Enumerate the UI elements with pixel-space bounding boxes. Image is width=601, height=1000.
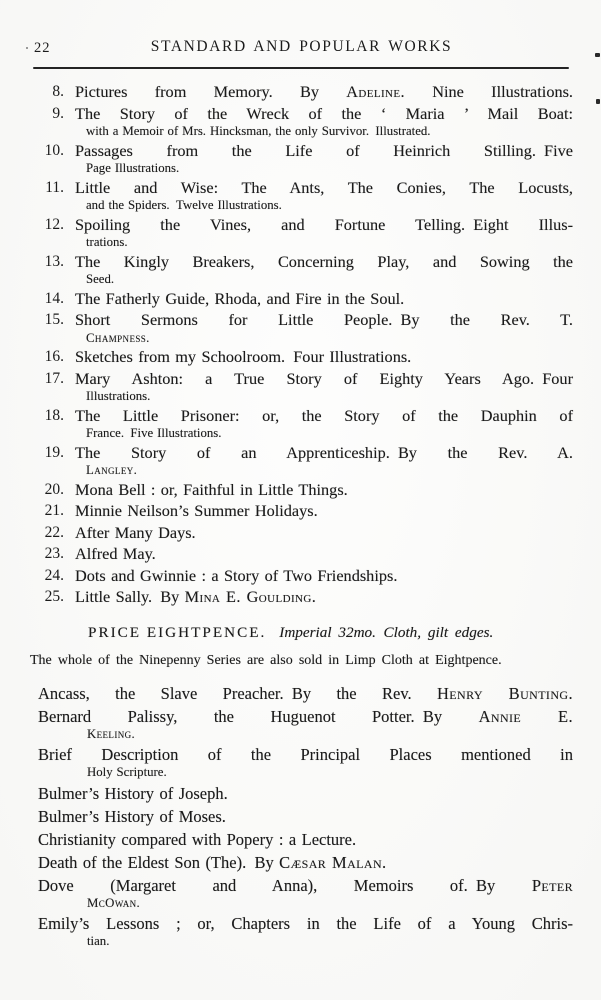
- entry-number: 21.: [44, 502, 64, 519]
- catalog-entry: [38, 683, 573, 704]
- catalog-entry: [38, 913, 573, 950]
- entry-number: 11.: [45, 178, 64, 196]
- entry-title-line: [75, 501, 573, 522]
- catalog-entry: [30, 82, 573, 103]
- entry-continuation-line: [38, 934, 573, 950]
- catalog-entry: [30, 544, 573, 565]
- title-text: Christianity compared with Popery : a Lecture.: [38, 829, 357, 849]
- catalog-entry: [30, 369, 573, 405]
- catalog-entry: [30, 347, 573, 368]
- entry-continuation-line: [75, 426, 573, 442]
- entry-continuation-line: [75, 463, 573, 479]
- entry-title-line: [75, 289, 573, 310]
- title-text: The Fatherly Guide, Rhoda, and Fire in the Soul.: [75, 288, 405, 308]
- entry-title-line: [38, 852, 573, 873]
- title-text: Death of the Eldest Son (The). By: [38, 852, 280, 872]
- author-smallcaps: Langley.: [86, 463, 138, 477]
- entry-number: 23.: [44, 545, 64, 562]
- catalog-entry: [30, 215, 573, 251]
- entry-title-line: [38, 783, 573, 804]
- title-text: Dots and Gwinnie : a Story of Two Friendships.: [75, 565, 398, 585]
- series-note: The whole of the Ninepenny Series are also sold in Limp Cloth at Eightpence.: [30, 652, 502, 668]
- title-text: Pictures from Memory. By: [75, 82, 347, 101]
- entry-title-line: [75, 104, 573, 125]
- catalog-entry: [30, 406, 573, 442]
- entry-title-line: [75, 480, 573, 501]
- author-smallcaps: Keeling.: [87, 726, 136, 741]
- title-text: Bulmer’s History of Moses.: [38, 806, 226, 826]
- entry-continuation-line: [38, 896, 573, 912]
- title-text: The Little Prisoner: or, the Story of the Dauphin of: [75, 405, 573, 425]
- catalog-entry: [30, 310, 573, 346]
- catalog-entry: [38, 783, 573, 804]
- entry-number: 14.: [44, 289, 64, 307]
- page-title: STANDARD AND POPULAR WORKS: [150, 38, 453, 55]
- author-smallcaps: Peter: [531, 875, 573, 895]
- entry-title-line: [38, 744, 573, 765]
- entry-number: 12.: [44, 215, 64, 233]
- catalog-entry: [30, 443, 573, 479]
- continuation-text: Holy Scripture.: [87, 765, 167, 779]
- title-text: Dove (Margaret and Anna), Memoirs of. By: [38, 875, 532, 895]
- title-text: Nine Illustrations.: [404, 82, 574, 101]
- running-head: [30, 36, 573, 60]
- entry-continuation-line: [38, 765, 573, 781]
- title-text: Little and Wise: The Ants, The Conies, The Locusts,: [75, 177, 573, 197]
- entry-number: 25.: [44, 588, 64, 605]
- catalog-entry: [30, 587, 573, 608]
- continuation-text: tian.: [87, 934, 110, 948]
- entry-continuation-line: [75, 161, 573, 177]
- entry-number: 13.: [44, 252, 64, 270]
- catalog-entry: [30, 141, 573, 177]
- entry-title-line: [75, 82, 573, 103]
- title-text: Spoiling the Vines, and Fortune Telling. Eight Illus-: [75, 214, 573, 234]
- title-text: The Story of an Apprenticeship. By the Rev. A.: [75, 442, 573, 462]
- entry-number: 15.: [44, 311, 64, 328]
- entry-number: 19.: [44, 443, 64, 461]
- entry-title-line: [38, 875, 573, 896]
- title-text: Sketches from my Schoolroom. Four Illustrations.: [75, 347, 412, 366]
- author-smallcaps: Annie E.: [478, 706, 573, 726]
- entry-number: 8.: [52, 83, 64, 100]
- entry-title-line: [75, 523, 573, 544]
- author-smallcaps: Adeline.: [346, 82, 405, 101]
- entry-title-line: [75, 566, 573, 587]
- scan-speckle: [26, 47, 28, 49]
- entry-title-line: [75, 141, 573, 162]
- continuation-text: and the Spiders. Twelve Illustrations.: [86, 198, 282, 212]
- catalog-entry: [38, 875, 573, 912]
- catalog-entry: [30, 501, 573, 522]
- entry-number: 9.: [52, 104, 64, 122]
- entry-number: 18.: [44, 406, 64, 424]
- catalog-entry: [38, 706, 573, 743]
- entry-title-line: [38, 706, 573, 727]
- catalog-entry: [38, 829, 573, 850]
- title-text: Passages from the Life of Heinrich Stilling. Five: [75, 140, 573, 160]
- title-text: The Kingly Breakers, Concerning Play, and Sowing the: [75, 251, 573, 271]
- continuation-text: trations.: [86, 235, 128, 249]
- unnumbered-book-list: [30, 683, 573, 950]
- title-text: Minnie Neilson’s Summer Holidays.: [75, 501, 318, 520]
- title-text: After Many Days.: [75, 522, 196, 542]
- entry-title-line: [75, 215, 573, 236]
- entry-number: 20.: [44, 480, 64, 498]
- continuation-text: Page Illustrations.: [86, 161, 180, 175]
- entry-title-line: [75, 347, 573, 368]
- numbered-book-list: [30, 82, 573, 608]
- catalog-entry: [30, 178, 573, 214]
- title-text: Bernard Palissy, the Huguenot Potter. By: [38, 706, 479, 726]
- author-smallcaps: Cæsar Malan.: [279, 852, 387, 872]
- entry-title-line: [75, 406, 573, 427]
- author-smallcaps: Mina E. Goulding.: [184, 587, 317, 606]
- catalog-entry: [30, 480, 573, 501]
- entry-title-line: [38, 913, 573, 934]
- entry-title-line: [38, 806, 573, 827]
- title-text: Brief Description of the Principal Places mentioned in: [38, 745, 573, 764]
- header-rule: [33, 67, 569, 69]
- price-line: [88, 623, 573, 643]
- entry-title-line: [75, 252, 573, 273]
- entry-title-line: [75, 587, 573, 608]
- entry-number: 16.: [44, 348, 64, 365]
- entry-continuation-line: [75, 235, 573, 251]
- title-text: Alfred May.: [75, 544, 156, 563]
- entry-continuation-line: [75, 389, 573, 405]
- title-text: Mary Ashton: a True Story of Eighty Years Ago. Four: [75, 368, 573, 388]
- title-text: Ancass, the Slave Preacher. By the Rev.: [38, 683, 437, 703]
- entry-title-line: [75, 178, 573, 199]
- catalog-entry: [30, 104, 573, 140]
- title-text: Bulmer’s History of Joseph.: [38, 783, 228, 803]
- entry-title-line: [75, 443, 573, 464]
- entry-number: 17.: [44, 369, 64, 387]
- catalog-entry: [30, 523, 573, 544]
- continuation-text: with a Memoir of Mrs. Hincksman, the only Survivor. Illustrated.: [86, 124, 431, 138]
- continuation-text: Illustrations.: [86, 389, 151, 403]
- entry-continuation-line: [75, 198, 573, 214]
- entry-number: 22.: [44, 523, 64, 541]
- catalog-entry: [30, 566, 573, 587]
- catalog-entry: [30, 252, 573, 288]
- author-smallcaps: Henry Bunting.: [436, 683, 573, 703]
- continuation-text: Seed.: [86, 272, 115, 286]
- price-details: Imperial 32mo. Cloth, gilt edges.: [279, 623, 494, 641]
- title-text: Emily’s Lessons ; or, Chapters in the Life of a Young Chris-: [38, 914, 573, 933]
- title-text: The Story of the Wreck of the ‘ Maria ’ Mail Boat:: [75, 103, 573, 123]
- continuation-text: France. Five Illustrations.: [86, 426, 222, 440]
- entry-title-line: [75, 544, 573, 565]
- author-smallcaps: Champness.: [86, 330, 150, 345]
- title-text: Short Sermons for Little People. By the Rev. T.: [75, 310, 573, 329]
- catalog-entry: [38, 852, 573, 873]
- entry-continuation-line: [38, 727, 573, 743]
- entry-title-line: [75, 310, 573, 331]
- catalog-entry: [38, 744, 573, 781]
- entry-number: 24.: [44, 566, 64, 584]
- entry-continuation-line: [75, 272, 573, 288]
- entry-continuation-line: [75, 124, 573, 140]
- entry-continuation-line: [75, 331, 573, 347]
- entry-title-line: [38, 829, 573, 850]
- page-number: 22: [34, 40, 51, 56]
- title-text: Mona Bell : or, Faithful in Little Things.: [75, 479, 348, 499]
- entry-title-line: [75, 369, 573, 390]
- entry-number: 10.: [44, 141, 64, 159]
- author-smallcaps: McOwan.: [87, 895, 141, 910]
- entry-title-line: [38, 683, 573, 704]
- price-label: PRICE EIGHTPENCE.: [88, 623, 267, 641]
- scan-speckle: [596, 99, 600, 104]
- catalog-entry: [30, 289, 573, 310]
- title-text: Little Sally. By: [75, 587, 185, 606]
- scan-speckle: [595, 53, 600, 57]
- catalog-entry: [38, 806, 573, 827]
